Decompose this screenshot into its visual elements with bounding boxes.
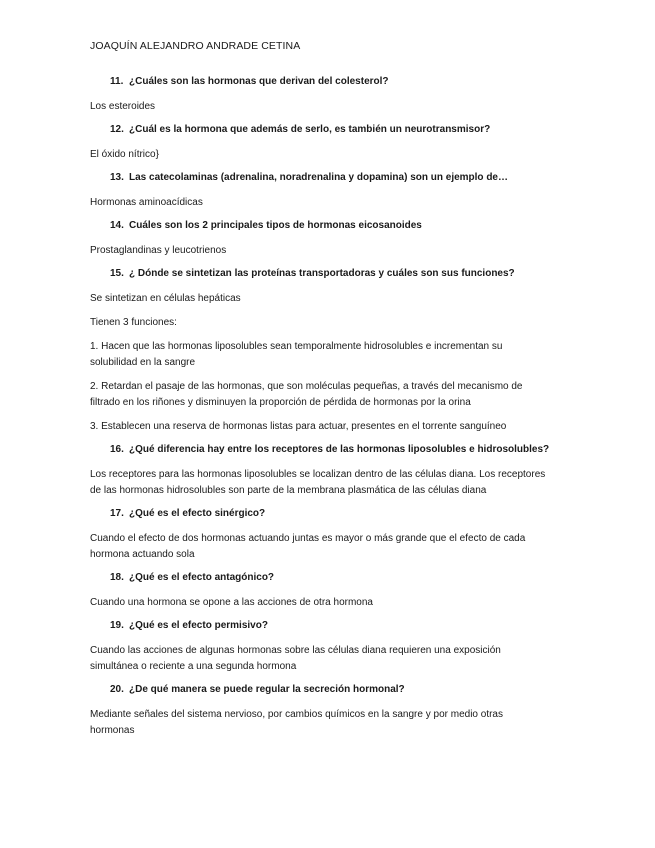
answer-19: Cuando las acciones de algunas hormonas sobre las células diana requieren una exposición simultánea o reciente a una segunda hormona xyxy=(90,645,501,672)
question-18 xyxy=(110,571,550,585)
question-text: ¿Cuál es la hormona que además de serlo, es también un neurotransmisor? xyxy=(129,124,491,135)
question-number: 15. xyxy=(110,268,124,279)
question-text: ¿Qué es el efecto antagónico? xyxy=(129,572,275,583)
question-16 xyxy=(110,443,550,457)
question-19 xyxy=(110,619,550,633)
question-text: ¿Qué diferencia hay entre los receptores de las hormonas liposolubles e hidrosolubles? xyxy=(129,444,550,455)
answer-20: Mediante señales del sistema nervioso, por cambios químicos en la sangre y por medio otras hormonas xyxy=(90,709,503,736)
answer-15-line-1: Se sintetizan en células hepáticas xyxy=(90,293,241,304)
question-15 xyxy=(110,267,550,281)
question-number: 12. xyxy=(110,124,124,135)
question-20 xyxy=(110,683,550,697)
question-13 xyxy=(110,171,550,185)
question-number: 18. xyxy=(110,572,124,583)
question-14 xyxy=(110,219,550,233)
question-text: Las catecolaminas (adrenalina, noradrenalina y dopamina) son un ejemplo de… xyxy=(129,172,508,183)
question-text: ¿Qué es el efecto permisivo? xyxy=(129,620,268,631)
question-number: 13. xyxy=(110,172,124,183)
question-text: ¿Cuáles son las hormonas que derivan del colesterol? xyxy=(129,76,389,87)
question-number: 19. xyxy=(110,620,124,631)
answer-15-line-2: Tienen 3 funciones: xyxy=(90,317,177,328)
answer-15-line-5: 3. Establecen una reserva de hormonas listas para actuar, presentes en el torrente sanguíneo xyxy=(90,421,507,432)
answer-12: El óxido nítrico} xyxy=(90,149,159,160)
author-header: JOAQUÍN ALEJANDRO ANDRADE CETINA xyxy=(90,40,301,52)
question-17 xyxy=(110,507,550,521)
question-number: 16. xyxy=(110,444,124,455)
question-text: ¿Qué es el efecto sinérgico? xyxy=(129,508,266,519)
answer-15-line-4: 2. Retardan el pasaje de las hormonas, que son moléculas pequeñas, a través del mecanismo de filtrado en los riñones y disminuyen la proporción de pérdida de hormonas por la orina xyxy=(90,381,523,408)
answer-17: Cuando el efecto de dos hormonas actuando juntas es mayor o más grande que el efecto de cada hormona actuando sola xyxy=(90,533,526,560)
question-text: ¿De qué manera se puede regular la secreción hormonal? xyxy=(129,684,405,695)
question-text: ¿ Dónde se sintetizan las proteínas transportadoras y cuáles son sus funciones? xyxy=(129,268,515,279)
question-12 xyxy=(110,123,550,137)
question-number: 14. xyxy=(110,220,124,231)
answer-13: Hormonas aminoacídicas xyxy=(90,197,203,208)
question-11 xyxy=(110,75,550,89)
answer-16: Los receptores para las hormonas liposolubles se localizan dentro de las células diana. Los receptores de las hormonas hidrosolubles son parte de la membrana plasmática de las células diana xyxy=(90,469,546,496)
answer-18: Cuando una hormona se opone a las acciones de otra hormona xyxy=(90,597,373,608)
answer-15-line-3: 1. Hacen que las hormonas liposolubles sean temporalmente hidrosolubles e incrementan su solubilidad en la sangre xyxy=(90,341,503,368)
answer-14: Prostaglandinas y leucotrienos xyxy=(90,245,227,256)
question-number: 17. xyxy=(110,508,124,519)
question-number: 20. xyxy=(110,684,124,695)
qa-list xyxy=(90,75,550,747)
question-text: Cuáles son los 2 principales tipos de hormonas eicosanoides xyxy=(129,220,422,231)
answer-11: Los esteroides xyxy=(90,101,156,112)
question-number: 11. xyxy=(110,76,124,87)
